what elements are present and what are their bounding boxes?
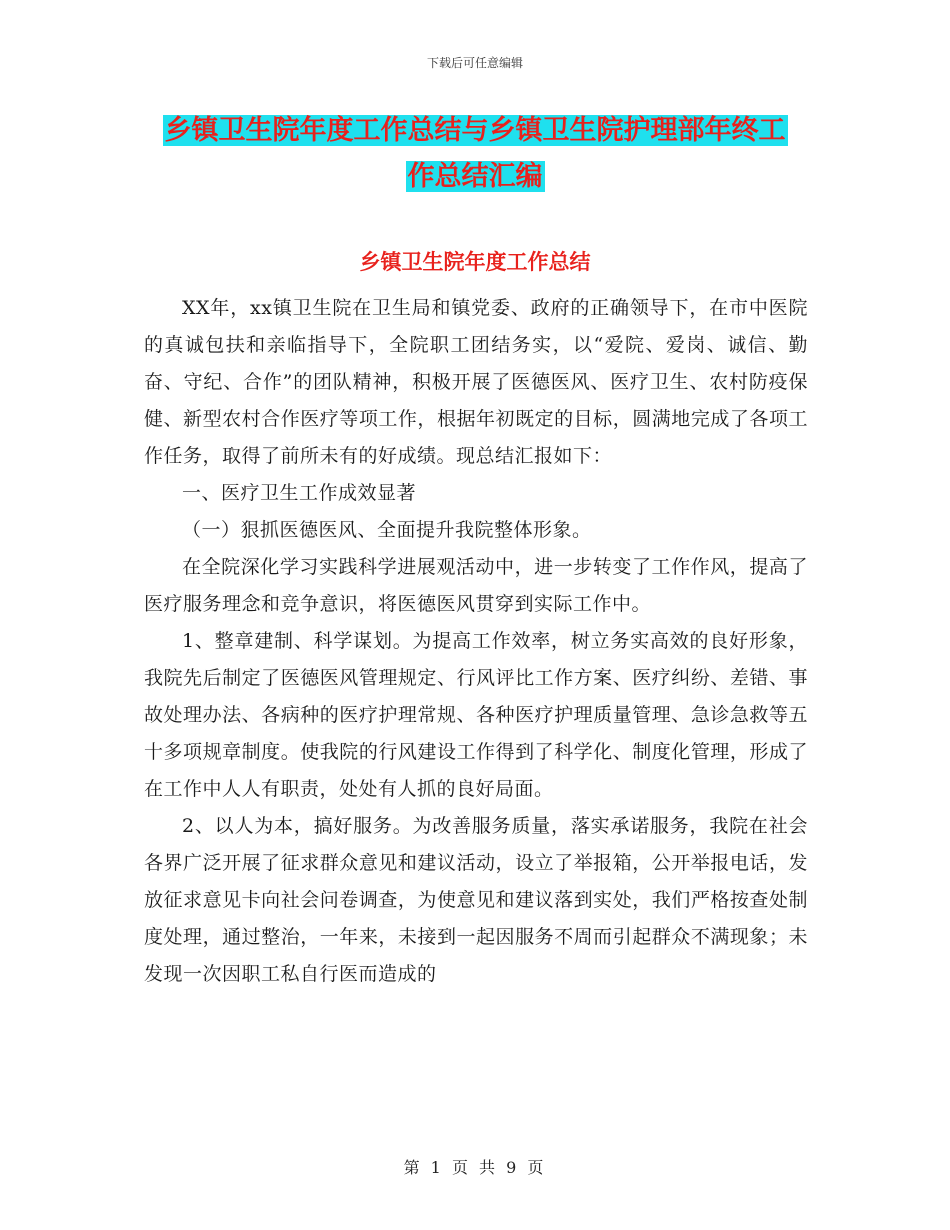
paragraph: 在全院深化学习实践科学进展观活动中，进一步转变了工作作风，提高了医疗服务理念和竞争意识，将医德医风贯穿到实际工作中。 <box>144 556 808 615</box>
document-title-line-2: 作总结汇编 <box>407 161 543 192</box>
document-title <box>0 108 950 200</box>
document-title-line-1: 乡镇卫生院年度工作总结与乡镇卫生院护理部年终工 <box>164 115 786 146</box>
paragraph: 2、以人为本，搞好服务。为改善服务质量，落实承诺服务，我院在社会各界广泛开展了征求群众意见和建议活动，设立了举报箱，公开举报电话，发放征求意见卡向社会问卷调查，为使意见和建议落到实处，我们严格按查处制度处理，通过整治，一年来，未接到一起因服务不周而引起群众不满现象；未发现一次因职工私自行医而造成的 <box>144 815 808 985</box>
paragraph-intro: XX年，xx镇卫生院在卫生局和镇党委、政府的正确领导下，在市中医院的真诚包扶和亲临指导下，全院职工团结务实，以“爱院、爱岗、诚信、勤奋、守纪、合作”的团队精神，积极开展了医德医风、医疗卫生、农村防疫保健、新型农村合作医疗等项工作，根据年初既定的目标，圆满地完成了各项工作任务，取得了前所未有的好成绩。现总结汇报如下： <box>144 297 808 467</box>
section-title: 乡镇卫生院年度工作总结 <box>359 250 591 274</box>
heading-level-2: （一）狠抓医德医风、全面提升我院整体形象。 <box>182 519 592 541</box>
header-note: 下载后可任意编辑 <box>426 56 523 70</box>
paragraph: 1、整章建制、科学谋划。为提高工作效率，树立务实高效的良好形象，我院先后制定了医德医风管理规定、行风评比工作方案、医疗纠纷、差错、事故处理办法、各病种的医疗护理常规、各种医疗护理质量管理、急诊急救等五十多项规章制度。使我院的行风建设工作得到了科学化、制度化管理，形成了在工作中人人有职责，处处有人抓的良好局面。 <box>144 630 808 800</box>
page-footer: 第 1 页 共 9 页 <box>403 1158 547 1177</box>
document-body <box>144 290 808 993</box>
heading-level-1: 一、医疗卫生工作成效显著 <box>182 482 417 504</box>
